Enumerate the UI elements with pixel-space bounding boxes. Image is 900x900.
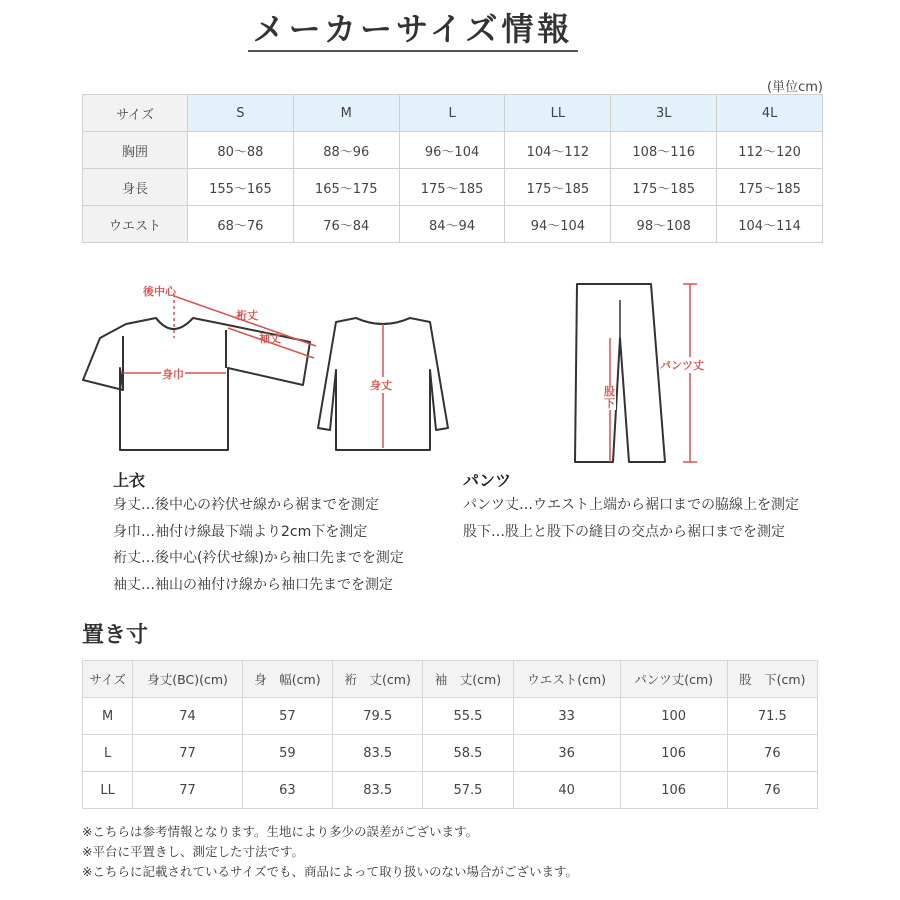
table-cell: 83.5 xyxy=(333,772,423,809)
table-cell: 175〜185 xyxy=(611,169,717,206)
table-cell: 94〜104 xyxy=(505,206,611,243)
size-cell: 3L xyxy=(611,95,717,132)
table-cell: 33 xyxy=(513,698,620,735)
flat-measure-table xyxy=(82,660,818,809)
desc-line: 身巾…袖付け線最下端より2cm下を測定 xyxy=(113,523,368,540)
label-yuki: 裄丈 xyxy=(236,309,258,322)
table-cell: 98〜108 xyxy=(611,206,717,243)
table-cell: 106 xyxy=(620,735,727,772)
table-header-row xyxy=(83,661,818,698)
label-mitake: 身丈 xyxy=(370,379,392,392)
row-header: サイズ xyxy=(83,95,188,132)
table-cell: 83.5 xyxy=(333,735,423,772)
table-cell: 175〜185 xyxy=(717,169,823,206)
table-cell: M xyxy=(83,698,133,735)
row-header: 身長 xyxy=(83,169,188,206)
column-header: 裄 丈(cm) xyxy=(333,661,423,698)
table-cell: 79.5 xyxy=(333,698,423,735)
table-row xyxy=(83,206,823,243)
column-header: ウエスト(cm) xyxy=(513,661,620,698)
table-cell: 40 xyxy=(513,772,620,809)
label-inseam: 股下 xyxy=(604,385,615,410)
note-line: ※平台に平置きし、測定した寸法です。 xyxy=(82,844,304,859)
table-cell: 108〜116 xyxy=(611,132,717,169)
table-cell: 57 xyxy=(242,698,332,735)
table-cell: 76 xyxy=(727,735,817,772)
pants-section-title: パンツ xyxy=(463,471,512,490)
row-header: 胸囲 xyxy=(83,132,188,169)
note-line: ※こちらは参考情報となります。生地により多少の誤差がございます。 xyxy=(82,824,478,839)
table-cell: LL xyxy=(83,772,133,809)
table-cell: 112〜120 xyxy=(717,132,823,169)
flat-section-title: 置き寸 xyxy=(82,623,149,648)
table-cell: 55.5 xyxy=(423,698,513,735)
table-row xyxy=(83,169,823,206)
table-cell: 77 xyxy=(133,772,242,809)
table-row xyxy=(83,735,818,772)
shirt-front-diagram xyxy=(78,280,323,455)
label-mihaba: 身巾 xyxy=(162,368,184,381)
table-cell: 77 xyxy=(133,735,242,772)
label-pants-length: パンツ丈 xyxy=(660,359,704,372)
table-cell: 63 xyxy=(242,772,332,809)
table-cell: 104〜114 xyxy=(717,206,823,243)
column-header: パンツ丈(cm) xyxy=(620,661,727,698)
desc-line: 股下…股上と股下の縫目の交点から裾口までを測定 xyxy=(463,523,785,540)
column-header: サイズ xyxy=(83,661,133,698)
table-cell: 106 xyxy=(620,772,727,809)
title-underline xyxy=(248,50,578,52)
table-cell: 96〜104 xyxy=(399,132,505,169)
column-header: 袖 丈(cm) xyxy=(423,661,513,698)
size-cell: 4L xyxy=(717,95,823,132)
top-section-title: 上衣 xyxy=(113,471,146,490)
column-header: 身丈(BC)(cm) xyxy=(133,661,242,698)
table-cell: 71.5 xyxy=(727,698,817,735)
desc-line: 身丈…後中心の衿伏せ線から裾までを測定 xyxy=(113,497,379,513)
table-cell: 57.5 xyxy=(423,772,513,809)
page-title: メーカーサイズ情報 xyxy=(252,10,574,48)
note-line: ※こちらに記載されているサイズでも、商品によって取り扱いのない場合がございます。 xyxy=(82,864,578,879)
top-section-desc xyxy=(113,492,404,598)
table-cell: 74 xyxy=(133,698,242,735)
desc-line: パンツ丈…ウエスト上端から裾口までの脇線上を測定 xyxy=(463,497,799,513)
table-cell: 59 xyxy=(242,735,332,772)
table-cell: 175〜185 xyxy=(399,169,505,206)
size-table xyxy=(82,94,823,243)
table-row xyxy=(83,132,823,169)
table-cell: 76 xyxy=(727,772,817,809)
table-row xyxy=(83,95,823,132)
table-cell: 104〜112 xyxy=(505,132,611,169)
table-cell: 88〜96 xyxy=(293,132,399,169)
table-cell: 155〜165 xyxy=(188,169,294,206)
table-cell: 100 xyxy=(620,698,727,735)
size-cell: L xyxy=(399,95,505,132)
row-header: ウエスト xyxy=(83,206,188,243)
table-cell: 175〜185 xyxy=(505,169,611,206)
table-cell: 68〜76 xyxy=(188,206,294,243)
table-cell: 36 xyxy=(513,735,620,772)
size-cell: LL xyxy=(505,95,611,132)
notes xyxy=(82,822,578,882)
size-cell: S xyxy=(188,95,294,132)
table-row xyxy=(83,772,818,809)
pants-section-desc xyxy=(463,492,799,545)
table-cell: 76〜84 xyxy=(293,206,399,243)
table-cell: 165〜175 xyxy=(293,169,399,206)
table-cell: 58.5 xyxy=(423,735,513,772)
table-cell: 84〜94 xyxy=(399,206,505,243)
column-header: 股 下(cm) xyxy=(727,661,817,698)
column-header: 身 幅(cm) xyxy=(242,661,332,698)
unit-label: (単位cm) xyxy=(767,80,823,95)
table-cell: L xyxy=(83,735,133,772)
size-cell: M xyxy=(293,95,399,132)
table-row xyxy=(83,698,818,735)
table-cell: 80〜88 xyxy=(188,132,294,169)
label-sode: 袖丈 xyxy=(259,332,281,345)
label-back-center: 後中心 xyxy=(143,285,176,298)
desc-line: 袖丈…袖山の袖付け線から袖口先までを測定 xyxy=(113,576,393,593)
desc-line: 裄丈…後中心(衿伏せ線)から袖口先までを測定 xyxy=(113,550,404,566)
